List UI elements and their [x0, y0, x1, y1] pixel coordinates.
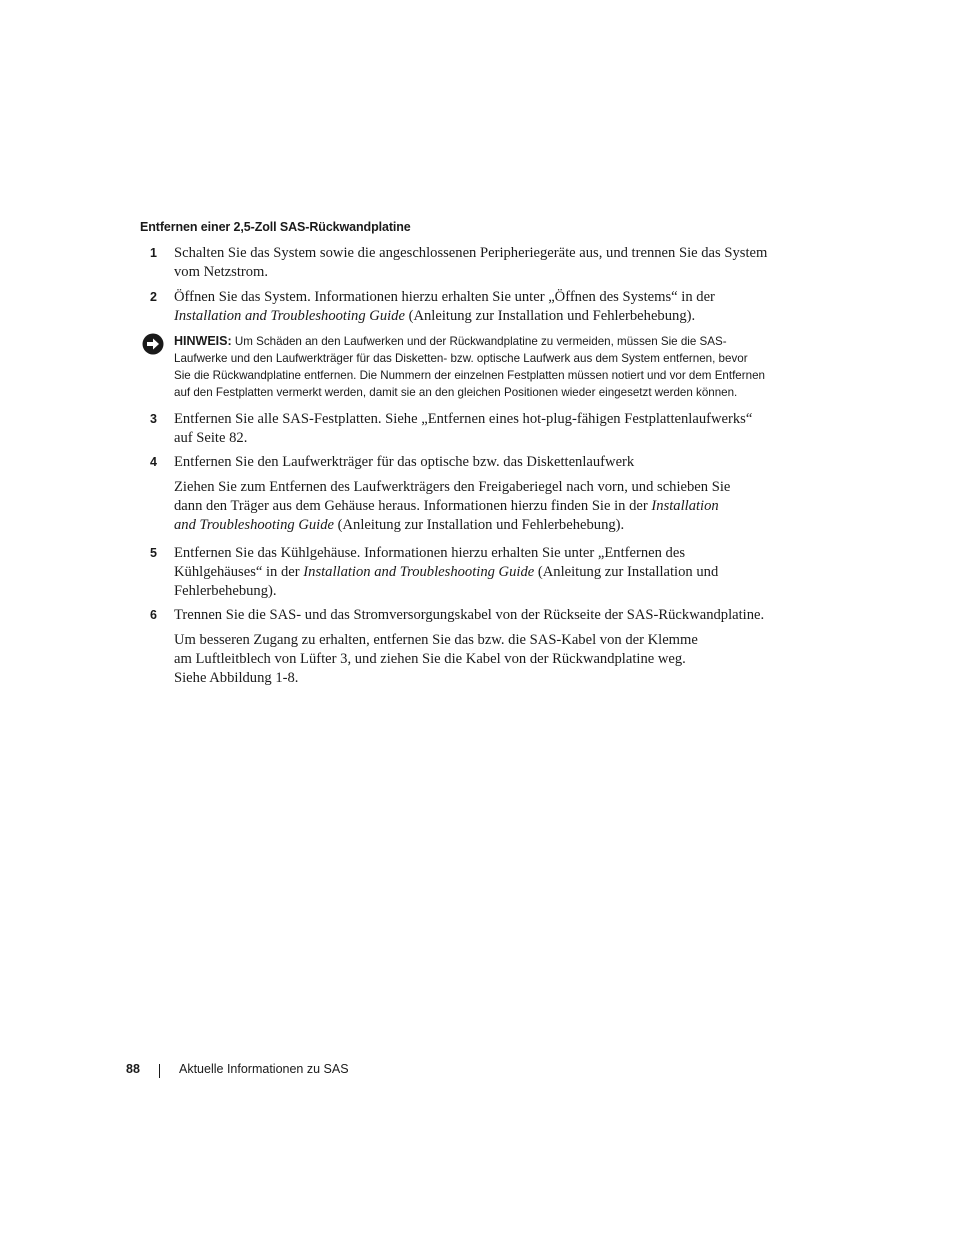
- step-text: [174, 606, 814, 625]
- step-paragraph: [174, 478, 814, 535]
- notice-line-rest: Um Schäden an den Laufwerken und der Rückwandplatine zu vermeiden, müssen Sie die SAS-: [231, 335, 727, 348]
- step-line: Entfernen Sie den Laufwerkträger für das optische bzw. das Diskettenlaufwerk: [174, 454, 635, 470]
- guide-title: Installation: [651, 498, 719, 514]
- step-number: 1: [150, 246, 157, 260]
- step-number: 5: [150, 546, 157, 560]
- notice-text: [174, 333, 819, 401]
- paragraph-line: Um besseren Zugang zu erhalten, entfernen Sie das bzw. die SAS-Kabel von der Klemme: [174, 632, 698, 648]
- step-line: Trennen Sie die SAS- und das Stromversorgungskabel von der Rückseite der SAS-Rückwandplatine.: [174, 607, 765, 623]
- step-number: 6: [150, 608, 157, 622]
- step-text: [174, 244, 814, 282]
- step-text: [174, 453, 814, 472]
- step-line: vom Netzstrom.: [174, 264, 269, 280]
- section-heading: Entfernen einer 2,5-Zoll SAS-Rückwandplatine: [140, 220, 411, 234]
- guide-title: Installation and Troubleshooting Guide: [303, 564, 535, 580]
- step-text: [174, 288, 814, 326]
- notice-label: HINWEIS:: [174, 334, 232, 348]
- step-text: [174, 410, 814, 448]
- paragraph-line: Siehe Abbildung 1-8.: [174, 670, 299, 686]
- notice-arrow-icon: [142, 333, 164, 355]
- footer-separator: [159, 1064, 160, 1078]
- step-line: Fehlerbehebung).: [174, 583, 277, 599]
- guide-title: and Troubleshooting Guide: [174, 517, 334, 533]
- step-number: 2: [150, 290, 157, 304]
- step-line: Entfernen Sie alle SAS-Festplatten. Siehe „Entfernen eines hot-plug-fähigen Festplattenlaufwerks“: [174, 411, 753, 427]
- paragraph-line: am Luftleitblech von Lüfter 3, und ziehen Sie die Kabel von der Rückwandplatine weg.: [174, 651, 686, 667]
- step-line: auf Seite 82.: [174, 430, 248, 446]
- notice-line: [174, 333, 819, 350]
- step-line-start: Kühlgehäuses“ in der: [174, 564, 304, 580]
- paragraph-line-start: dann den Träger aus dem Gehäuse heraus. Informationen hierzu finden Sie in der: [174, 498, 652, 514]
- paragraph-line: [174, 516, 814, 535]
- notice-line: auf den Festplatten vermerkt werden, damit sie an den gleichen Positionen wieder eingesetzt werden können.: [174, 386, 738, 399]
- step-number: 3: [150, 412, 157, 426]
- notice-line: Sie die Rückwandplatine entfernen. Die Nummern der einzelnen Festplatten müssen notiert und vor dem Entfernen: [174, 369, 765, 382]
- footer-title: Aktuelle Informationen zu SAS: [179, 1062, 349, 1076]
- page-number: 88: [126, 1062, 140, 1076]
- step-paragraph: [174, 631, 814, 688]
- step-line: [174, 307, 814, 326]
- notice-line: Laufwerke und den Laufwerkträger für das Disketten- bzw. optische Laufwerk aus dem System entfernen, bevor: [174, 352, 748, 365]
- paragraph-line-rest: (Anleitung zur Installation und Fehlerbehebung).: [334, 517, 625, 533]
- step-line-rest: (Anleitung zur Installation und Fehlerbehebung).: [404, 308, 696, 324]
- step-line: Schalten Sie das System sowie die angeschlossenen Peripheriegeräte aus, und trennen Sie das System: [174, 245, 768, 261]
- step-line: Öffnen Sie das System. Informationen hierzu erhalten Sie unter „Öffnen des Systems“ in der: [174, 289, 715, 305]
- paragraph-line: Ziehen Sie zum Entfernen des Laufwerkträgers den Freigaberiegel nach vorn, und schieben Sie: [174, 479, 731, 495]
- guide-title: Installation and Troubleshooting Guide: [174, 308, 405, 324]
- paragraph-line: [174, 497, 814, 516]
- step-number: 4: [150, 455, 157, 469]
- step-line: [174, 563, 814, 582]
- step-line-rest: (Anleitung zur Installation und: [534, 564, 719, 580]
- step-line: Entfernen Sie das Kühlgehäuse. Informationen hierzu erhalten Sie unter „Entfernen des: [174, 545, 685, 561]
- step-text: [174, 544, 814, 601]
